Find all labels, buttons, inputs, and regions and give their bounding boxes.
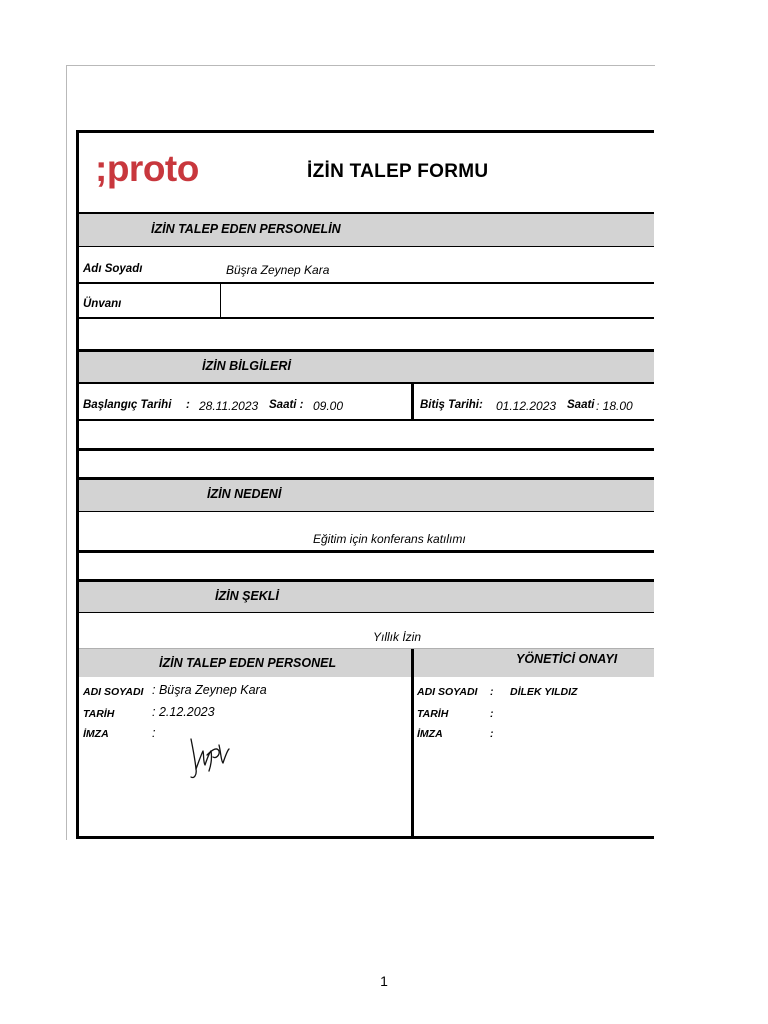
- divider: [79, 612, 654, 613]
- divider: [79, 419, 654, 421]
- divider: [411, 649, 414, 839]
- leave-request-form: [76, 130, 654, 839]
- manager-date-label: TARİH: [417, 708, 449, 720]
- company-logo: ;proto: [95, 148, 199, 189]
- manager-name-value: DİLEK YILDIZ: [510, 686, 578, 698]
- end-time-value: : 18.00: [596, 399, 633, 413]
- manager-signature-separator: :: [490, 728, 494, 740]
- leave-type-value: Yıllık İzin: [373, 630, 422, 644]
- divider: [79, 550, 654, 553]
- requester-name-value: : Büşra Zeynep Kara: [152, 683, 267, 697]
- personnel-section-header: [79, 214, 654, 246]
- requester-name-label: ADI SOYADI: [83, 686, 144, 698]
- divider: [411, 382, 414, 420]
- name-label: Adı Soyadı: [83, 263, 143, 275]
- divider: [79, 317, 654, 319]
- divider: [79, 448, 654, 451]
- title-label: Ünvanı: [83, 298, 122, 310]
- requester-date-label: TARİH: [83, 708, 115, 720]
- signature-image: [163, 725, 249, 787]
- divider: [79, 282, 654, 284]
- start-time-label: Saati :: [269, 399, 304, 411]
- start-date-label: Başlangıç Tarihi: [83, 399, 172, 411]
- reason-section-header: [79, 480, 654, 511]
- leave-type-section-header: [79, 582, 654, 612]
- manager-name-separator: :: [490, 686, 494, 698]
- end-date-label: Bitiş Tarihi:: [420, 399, 483, 411]
- end-date-value: 01.12.2023: [496, 399, 557, 413]
- leave-type-section-title: İZİN ŞEKLİ: [215, 589, 279, 603]
- manager-date-separator: :: [490, 708, 494, 720]
- divider: [79, 382, 654, 384]
- manager-section-title: YÖNETİCİ ONAYI: [516, 652, 618, 666]
- manager-signature-label: İMZA: [417, 728, 443, 740]
- start-date-value: 28.11.2023: [199, 399, 259, 413]
- name-value: Büşra Zeynep Kara: [226, 263, 330, 277]
- requester-signature-separator: :: [152, 726, 156, 740]
- form-title: İZİN TALEP FORMU: [307, 161, 489, 182]
- start-date-separator: :: [186, 399, 190, 411]
- requester-section-title: İZİN TALEP EDEN PERSONEL: [159, 656, 337, 670]
- requester-date-value: : 2.12.2023: [152, 705, 215, 719]
- start-time-value: 09.00: [313, 399, 344, 413]
- manager-name-label: ADI SOYADI: [417, 686, 478, 698]
- leave-info-section-header: [79, 352, 654, 382]
- divider: [79, 511, 654, 512]
- leave-info-section-title: İZİN BİLGİLERİ: [202, 359, 291, 373]
- divider: [79, 246, 654, 247]
- reason-section-title: İZİN NEDENİ: [207, 487, 282, 501]
- end-time-label: Saati: [567, 399, 595, 411]
- manager-section-header: [414, 649, 654, 677]
- reason-value: Eğitim için konferans katılımı: [313, 532, 466, 546]
- personnel-section-title: İZİN TALEP EDEN PERSONELİN: [151, 222, 341, 236]
- divider: [220, 282, 221, 318]
- page-number: 1: [380, 973, 388, 989]
- requester-signature-label: İMZA: [83, 728, 109, 740]
- requester-section-header: [79, 649, 411, 677]
